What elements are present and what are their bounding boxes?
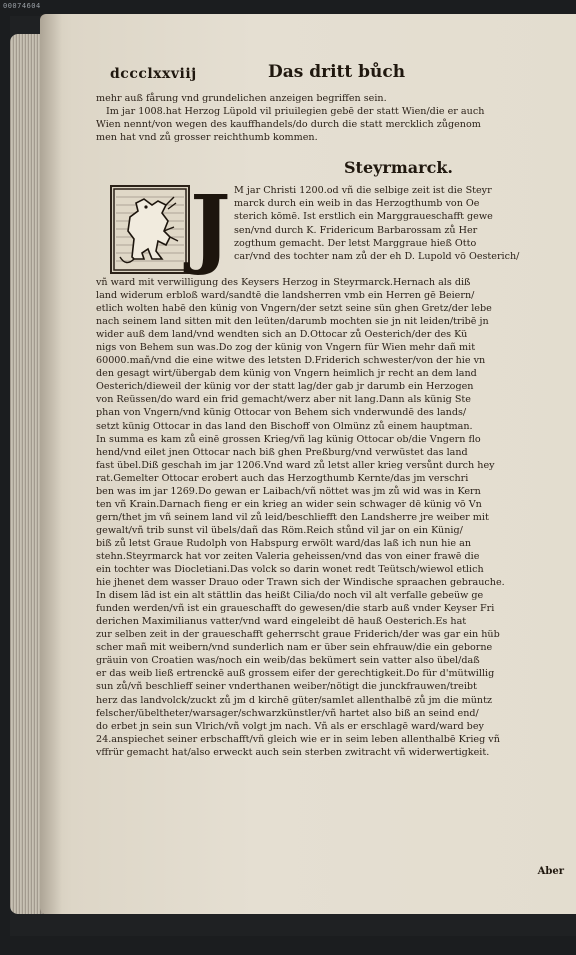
text-line: etlich wolten habē den künig von Vngern/der setzt seine sün ghen Gretz/der lebe: [96, 303, 492, 315]
text-line: herz das landvolck/zuckt zů jm d kirchē güter/samlet allenthalbē zů jm die müntz: [96, 694, 493, 706]
text-line: men hat vnd zů grosser reichthumb kommen.: [96, 132, 318, 143]
text-line: den gesagt wirt/übergab dem künig von Vngern heimlich jr recht an dem land: [96, 368, 477, 380]
section-heading: Steyrmarck.: [344, 158, 453, 177]
text-line: funden werden/vñ ist ein graueschafft do gewesen/die starb auß vnder Keyser Fri: [96, 603, 495, 615]
text-line: sun zů/vñ beschlieff seiner vnderthanen weiber/nötigt die junckfrauwen/treibt: [96, 681, 477, 693]
text-line: rat.Gemelter Ottocar erobert auch das Herzogthumb Kernte/das jm verschri: [96, 472, 469, 484]
text-line: sterich kōmē. Ist erstlich ein Marggraueschafft gewe: [234, 211, 493, 223]
text-line: land widerum erbloß ward/sandtē die landsherren vmb ein Herren gē Beiern/: [96, 290, 475, 302]
scan-id-label: 00074604: [3, 2, 41, 10]
text-line: gewalt/vñ trib sunst vil übels/dañ das Röm.Reich stůnd vil jar on ein Künig/: [96, 524, 463, 536]
coat-of-arms-woodcut: [110, 185, 190, 274]
text-line: nach seinem land sitten mit den leüten/darumb mochten sie jn nit leiden/tribē jn: [96, 316, 489, 328]
folio-number: dccclxxviij: [110, 66, 197, 82]
main-paragraph: [96, 276, 568, 759]
text-line: 24.anspiechet seiner erbschafft/vñ gleich wie er in seim leben allenthalbē Krieg vñ: [96, 733, 500, 745]
text-block: [96, 60, 568, 880]
text-line: mehr auß fårung vnd grundelichen anzeigen begriffen sein.: [96, 93, 387, 104]
intro-paragraph: [96, 92, 568, 144]
text-line: vñ ward mit verwilligung des Keysers Herzog in Steyrmarck.Hernach als diß: [96, 277, 471, 288]
text-line: 60000.mañ/vnd die eine witwe des letsten D.Friderich schwester/von der hie vn: [96, 355, 486, 367]
catchword: Aber: [537, 866, 564, 877]
text-line: stehn.Steyrmarck hat vor zeiten Valeria geheissen/vnd das von einer frawē die: [96, 550, 480, 562]
text-line: do erbet jn sein sun Vlrich/vñ volgt jm nach. Vñ als er erschlagē ward/ward bey: [96, 720, 484, 732]
lion-icon: [112, 187, 188, 272]
text-line: hie jhenet dem wasser Drauo oder Trawn sich der Windische spraachen gebrauche.: [96, 577, 505, 589]
text-line: nigs von Behem sun was.Do zog der künig von Vngern für Wien mehr dañ mit: [96, 342, 476, 354]
text-line: marck durch ein weib in das Herzogthumb von Oe: [234, 198, 480, 210]
text-line: von Reüssen/do ward ein frid gemacht/werz aber nit lang.Dann als künig Ste: [96, 394, 471, 406]
text-line: ben was im jar 1269.Do gewan er Laibach/vñ nöttet was jm zů wid was in Kern: [96, 485, 481, 497]
text-line: setzt künig Ottocar in das land den Bischoff von Olmünz zů einem hauptman.: [96, 420, 473, 432]
text-line: derichen Maximilianus vatter/vnd ward eingeleibt dē hauß Oesterich.Es hat: [96, 616, 467, 628]
text-line: In summa es kam zů einē grossen Krieg/vñ lag künig Ottocar ob/die Vngern flo: [96, 433, 481, 445]
text-line: sen/vnd durch K. Fridericum Barbarossam zů Her: [234, 224, 478, 236]
text-line: wider auß dem land/vnd wendten sich an D.Ottocar zů Oesterich/der des Kü: [96, 329, 468, 341]
text-line: Wien nennt/von wegen des kauffhandels/do durch die statt mercklich zůgenom: [96, 119, 481, 130]
text-line: phan von Vngern/vnd künig Ottocar von Behem sich vnderwundē des lands/: [96, 407, 467, 419]
text-line: Im jar 1008.hat Herzog Lüpold vil priuilegien gebē der statt Wien/die er auch: [106, 106, 485, 117]
text-line: gräuin von Croatien was/noch ein weib/das bekümert sein vatter also übel/daß: [96, 655, 480, 667]
text-line: In disem lād ist ein alt stättlin das heißt Cilia/do noch vil alt verfalle gebeüw ge: [96, 590, 484, 602]
text-line: M jar Christi 1200.od vñ die selbige zeit ist die Steyr: [234, 185, 492, 196]
page-gutter-shadow: [40, 14, 62, 914]
text-line: Oesterich/dieweil der künig vor der statt lag/der gab jr darumb ein Herzogen: [96, 381, 474, 393]
page-header: [96, 60, 568, 90]
text-line: biß zů letst Graue Rudolph von Habspurg erwölt ward/das laß ich nun hie an: [96, 537, 472, 549]
text-line: gern/thet jm vñ seinem land vil zů leid/beschliefft den Landsherre jre weiber mit: [96, 511, 489, 523]
text-line: zur selben zeit in der graueschafft geherrscht graue Friderich/der was gar ein hüb: [96, 629, 500, 641]
main-paragraph-indented: [234, 184, 568, 263]
text-line: ein tochter was Diocletiani.Das volck so darin wonet redt Teütsch/wiewol etlich: [96, 564, 484, 576]
text-line: vffrür gemacht hat/also erweckt auch sein sterben zwitracht vñ widerwertigkeit.: [96, 746, 490, 758]
drop-cap-initial: J: [190, 177, 231, 278]
text-line: zogthum gemacht. Der letst Marggraue hieß Otto: [234, 237, 477, 249]
text-line: felscher/übeltheter/warsager/schwarzkünstler/vñ hartet also biß an seind end/: [96, 707, 479, 719]
text-line: car/vnd des tochter nam zů der eh D. Lupold vō Oesterich/: [234, 251, 520, 263]
text-line: fast übel.Diß geschah im jar 1206.Vnd ward zů letst aller krieg versůnt durch hey: [96, 459, 495, 471]
running-head: Das dritt bůch: [268, 62, 406, 82]
text-line: hend/vnd eilet jnen Ottocar nach biß ghen Preßburg/vnd verwüstet das land: [96, 446, 468, 458]
text-line: er das weib ließ ertrenckē auß grossem eifer der gerechtigkeit.Do für d'mütwillig: [96, 668, 495, 680]
text-line: ten vñ Krain.Darnach fieng er ein krieg an wider sein schwager dē künig vō Vn: [96, 498, 482, 510]
text-line: scher mañ mit weibern/vnd sunderlich nam er über sein ehfrauw/die ein geborne: [96, 642, 493, 654]
